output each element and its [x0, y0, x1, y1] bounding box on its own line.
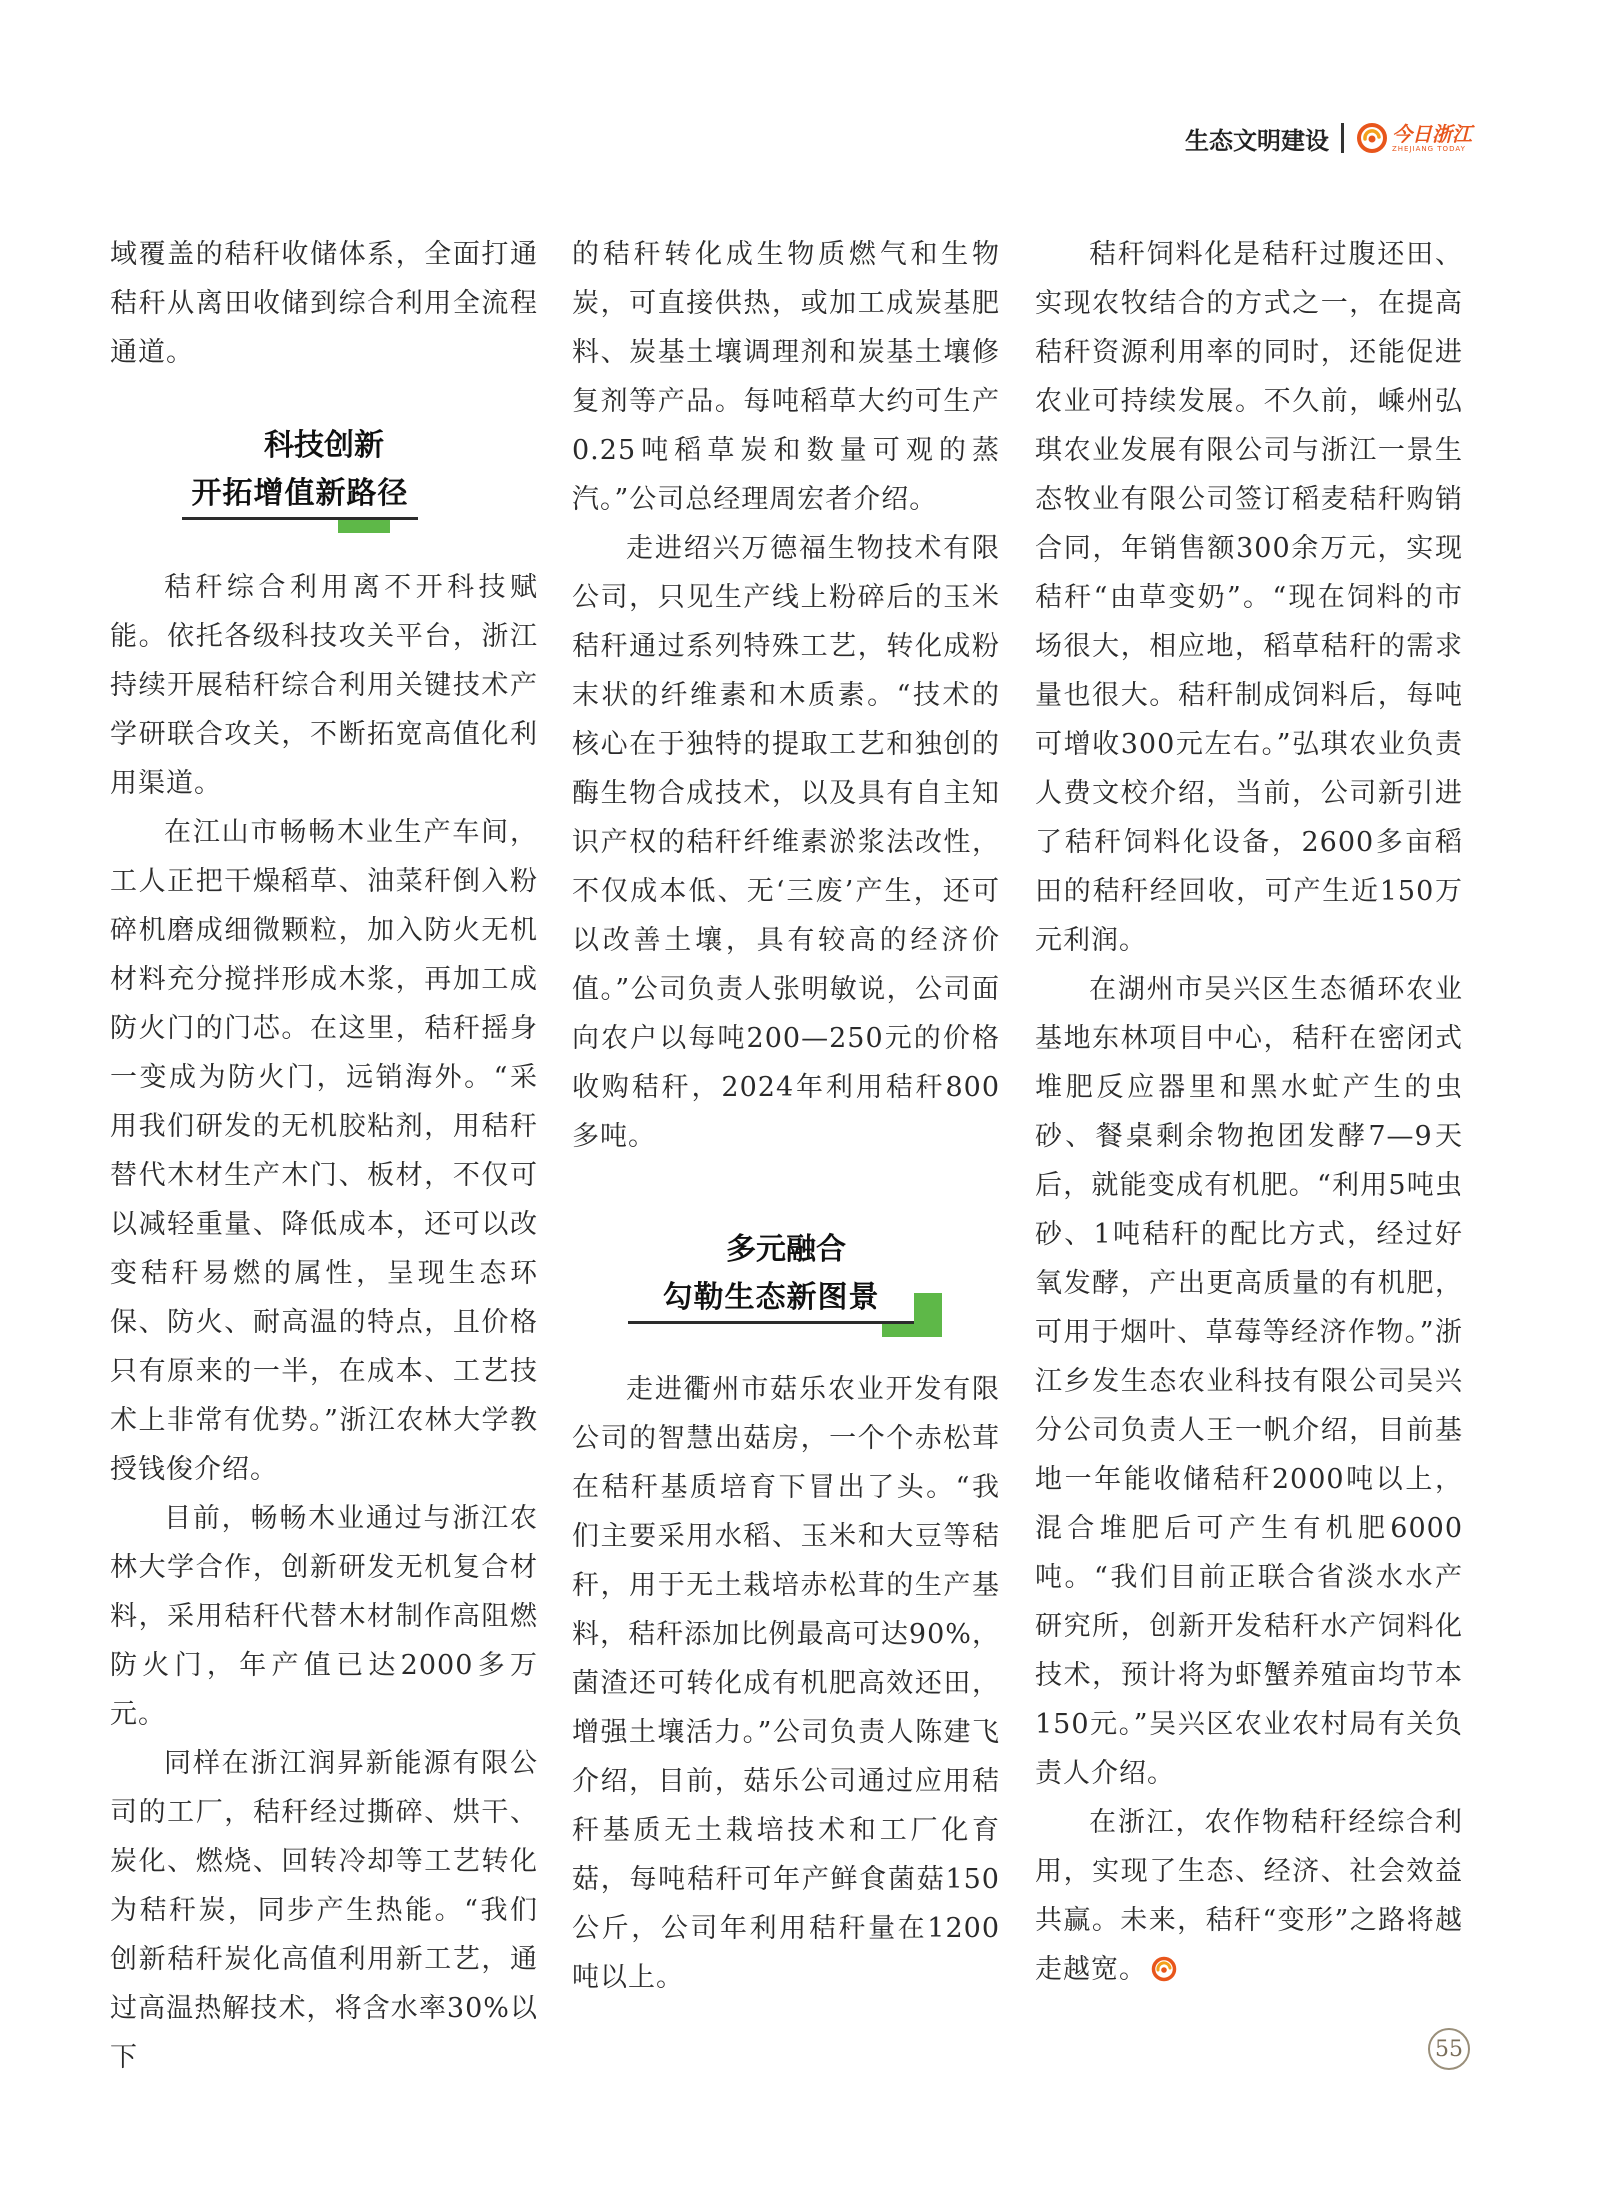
header-divider [1341, 123, 1344, 153]
paragraph: 在湖州市吴兴区生态循环农业基地东林项目中心，秸秆在密闭式堆肥反应器里和黑水虻产生的虫砂、餐桌剩余物抱团发酵7—9天后，就能变成有机肥。“利用5吨虫砂、1吨秸秆的配比方式，经过好氧发酵，产出更高质量的有机肥，可用于烟叶、草莓等经济作物。”浙江乡发生态农业科技有限公司吴兴分公司负责人王一帆介绍，目前基地一年能收储秸秆2000吨以上，混合堆肥后可产生有机肥6000吨。“我们目前正联合省淡水水产研究所，创新开发秸秆水产饲料化技术，预计将为虾蟹养殖亩均节本150元。”吴兴区农业农村局有关负责人介绍。 [1035, 974, 1463, 1789]
subheading-line-2: 开拓增值新路径 [182, 471, 418, 520]
subheading-line-1: 科技创新 [264, 428, 384, 463]
paragraph: 域覆盖的秸秆收储体系，全面打通秸秆从离田收储到综合利用全流程通道。 [110, 239, 538, 368]
zhejiang-today-logo-icon [1356, 122, 1388, 154]
section-title: 生态文明建设 [1185, 126, 1329, 155]
paragraph-final [1035, 1798, 1463, 1994]
subheading-tech-innovation [110, 421, 538, 533]
article-end-icon [1151, 1956, 1177, 1982]
article-column-3 [1035, 230, 1463, 1994]
paragraph: 走进绍兴万德福生物技术有限公司，只见生产线上粉碎后的玉米秸秆通过系列特殊工艺，转化成粉末状的纤维素和木质素。“技术的核心在于独特的提取工艺和独创的酶生物合成技术，以及具有自主知识产权的秸秆纤维素淤浆法改性，不仅成本低、无‘三废’产生，还可以改善土壤，具有较高的经济价值。”公司负责人张明敏说，公司面向农户以每吨200—250元的价格收购秸秆，2024年利用秸秆800多吨。 [572, 533, 1000, 1152]
page-number: 55 [1428, 2028, 1470, 2070]
paragraph: 秸秆饲料化是秸秆过腹还田、实现农牧结合的方式之一，在提高秸秆资源利用率的同时，还能促进农业可持续发展。不久前，嵊州弘琪农业发展有限公司与浙江一景生态牧业有限公司签订稻麦秸秆购销合同，年销售额300余万元，实现秸秆“由草变奶”。“现在饲料的市场很大，相应地，稻草秸秆的需求量也很大。秸秆制成饲料后，每吨可增收300元左右。”弘琪农业负责人费文校介绍，当前，公司新引进了秸秆饲料化设备，2600多亩稻田的秸秆经回收，可产生近150万元利润。 [1035, 239, 1463, 956]
page-header [1185, 118, 1472, 158]
paragraph: 目前，畅畅木业通过与浙江农林大学合作，创新研发无机复合材料，采用秸秆代替木材制作高阻燃防火门，年产值已达2000多万元。 [110, 1503, 538, 1730]
subheading-line-1: 多元融合 [726, 1232, 846, 1267]
article-column-1 [110, 230, 538, 2082]
paragraph: 秸秆综合利用离不开科技赋能。依托各级科技攻关平台，浙江持续开展秸秆综合利用关键技术产学研联合攻关，不断拓宽高值化利用渠道。 [110, 572, 538, 799]
magazine-logo [1356, 122, 1472, 154]
article-column-2 [572, 230, 1000, 2002]
paragraph: 的秸秆转化成生物质燃气和生物炭，可直接供热，或加工成炭基肥料、炭基土壤调理剂和炭基土壤修复剂等产品。每吨稻草大约可生产0.25吨稻草炭和数量可观的蒸汽。”公司总经理周宏者介绍。 [572, 239, 1000, 515]
paragraph: 在江山市畅畅木业生产车间，工人正把干燥稻草、油菜秆倒入粉碎机磨成细微颗粒，加入防火无机材料充分搅拌形成木浆，再加工成防火门的门芯。在这里，秸秆摇身一变成为防火门，远销海外。“采用我们研发的无机胶粘剂，用秸秆替代木材生产木门、板材，不仅可以减轻重量、降低成本，还可以改变秸秆易燃的属性，呈现生态环保、防火、耐高温的特点，且价格只有原来的一半，在成本、工艺技术上非常有优势。”浙江农林大学教授钱俊介绍。 [110, 817, 538, 1485]
logo-chinese-text: 今日浙江 [1392, 121, 1472, 146]
logo-english-text: ZHEJIANG TODAY [1392, 144, 1466, 153]
paragraph: 同样在浙江润昇新能源有限公司的工厂，秸秆经过撕碎、烘干、炭化、燃烧、回转冷却等工艺转化为秸秆炭，同步产生热能。“我们创新秸秆炭化高值利用新工艺，通过高温热解技术，将含水率30%以下 [110, 1748, 538, 2073]
subheading-line-2: 勾勒生态新图景 [628, 1275, 914, 1324]
paragraph: 走进衢州市菇乐农业开发有限公司的智慧出菇房，一个个赤松茸在秸秆基质培育下冒出了头。“我们主要采用水稻、玉米和大豆等秸秆，用于无土栽培赤松茸的生产基料，秸秆添加比例最高可达90%，菌渣还可转化成有机肥高效还田，增强土壤活力。”公司负责人陈建飞介绍，目前，菇乐公司通过应用秸秆基质无土栽培技术和工厂化育菇，每吨秸秆可年产鲜食菌菇150公斤，公司年利用秸秆量在1200吨以上。 [572, 1374, 1000, 1993]
final-paragraph-text: 在浙江，农作物秸秆经综合利用，实现了生态、经济、社会效益共赢。未来，秸秆“变形”之路将越走越宽。 [1035, 1807, 1463, 1985]
subheading-multi-integration [572, 1225, 1000, 1337]
